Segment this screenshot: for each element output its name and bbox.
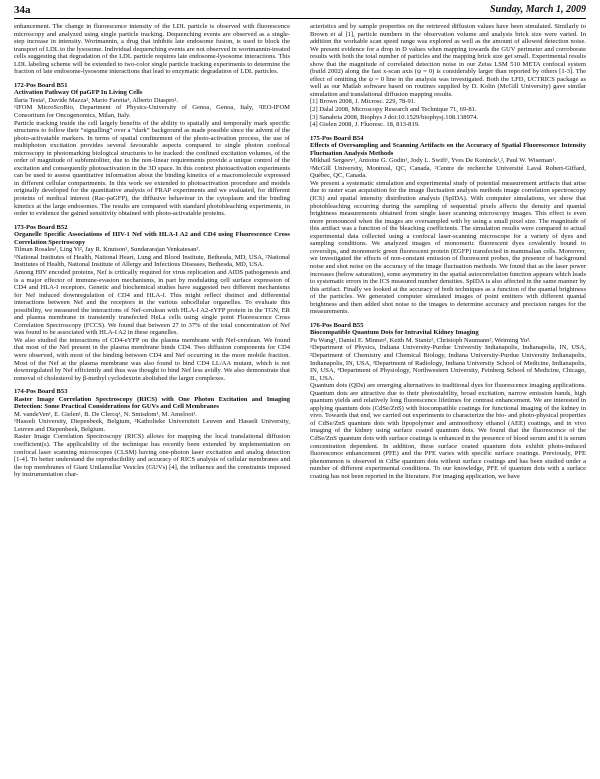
paragraph: ¹Hasselt University, Diepenbeek, Belgium, ²Katholieke Universiteit Leuven and Hasselt University, Leuven and Diepenbeek, Belgium. — [14, 418, 290, 433]
paragraph: acteristics and by sample properties on the retrieved diffusion values have been simulated. Similarly to Brown et al [1], particle numbers in the observation volume and analysis brick size were varied. In addition the workable scan speed range was explored as well as the amount of allowed detection noise. We present evidence for a drop in D values when mapping towards the GUV perimeter and corroborate results with both the total number of particles and the mapping brick size get small. Experimental results show that the magnitude of correlated detection noise in our Zeiss LSM 510 META confocal system (build 2002) along the fast x-scan axis (ψ = 0) is considerably larger than reported by others [1-3]. The effect of omitting the ψ = 0 line in the analysis was investigated. Both the LFD, UCTRICS package as well as our Matlab software based on routines supplied by D. Kolin (McGill University) gave similar simulation and translational diffusion mapping results. — [310, 23, 586, 98]
paragraph: Pu Wang¹, Daniel E. Minner², Keith M. Stantz², Christoph Naumann², Weiming Yu³. — [310, 336, 531, 344]
abstract-heading: 175-Pos Board B54 — [310, 134, 364, 142]
abstract-heading: 172-Pos Board B51 — [14, 81, 68, 89]
reference-item: [2] Dalal 2008, Microscopy Research and Technique 71, 69-81. — [310, 106, 477, 114]
reference-item: [1] Brown 2008, J. Microsc. 229, 78-91. — [310, 98, 416, 106]
paragraph: We also studied the interactions of CD4-eYFP on the plasma membrane with Nef-cerulean. We found that most of the Nef present in the plasma membrane binds CD4. Two diffusion components for CD4 were observed, with most of the binding between CD4 and Nef occurring in the more mobile fraction. Most of the Nef at the plasma membrane was also found to bind CD4 LL/AA mutant, which is not downregulated by Nef efficiently and thus was thought to bind Nef less avidly. We also demonstrate that removal of cholesterol by β-methyl cyclodextrin abolished the larger complexes. — [14, 336, 290, 382]
paragraph: M. vandeVen¹, E. Gielen¹, B. De Clercq¹, N. Smisdom¹, M. Ameloot¹. — [14, 410, 197, 418]
paragraph: ¹IFOM MicroScoBio, Department of Physics-University of Genoa, Genoa, Italy, ²IEO-IFOM Consortium for Oncogenomics, Milan, Italy. — [14, 104, 290, 120]
paragraph: ¹McGill University, Montreal, QC, Canada, ²Centre de recherche Université Laval Robert-Giffard, Québec, QC, Canada. — [310, 164, 586, 180]
abstract-heading: Effects of Oversampling and Scanning Artifacts on the Accuracy of Spatial Fluorescence Intensity Fluctuation Analysis Methods — [310, 142, 586, 157]
abstract-heading: Biocompatible Quantum Dots for Intravital Kidney Imaging — [310, 329, 479, 337]
paragraph: Tilman Rosales¹, Ling Yi², Jay R. Knutson¹, Sundararajan Venkatesan². — [14, 246, 200, 254]
running-header — [14, 4, 586, 18]
left-column — [14, 23, 290, 767]
paragraph: ¹National Institutes of Health, National Heart, Lung and Blood Institute, Bethesda, MD, USA, ²National Institutes of Health, National Institute of Allergy and Infectious Diseases, Bethesda, MD, USA. — [14, 253, 290, 269]
paragraph: We present a systematic simulation and experimental study of potential measurement artifacts that arise due to raster scan acquisition for the image fluctuation analysis methods image correlation spectroscopy (ICS) and spatial intensity distribution analysis (SpIDA). With computer simulations, we show that photobleaching occurring during the sampling of sequential pixels affects the density and quantal brightness measurements obtained from single laser scanning microscopy images. This effect is even more pronounced when the images are oversampled with by using a small pixel size. The magnitude of this artifact was a function of the bleaching coefficients. The simulation results were compared to actual experimental data collected using a confocal laser-scanning microscope for a variety of dyes and sampling conditions. We analyzed images of monomeric fluorescent dyes covalently bound to coverslips, and monomeric green fluorescent protein (EGFP) transfected in mammalian cells. Moreover, we investigated the effects of non-constant emission of fluorescent probes, the presence of background noise and shot noise on the accuracy of the image fluctuation methods. We found that as the laser power increases (below saturation), some asymmetry in the spatial autocorrelation function appears which leads to systematic errors in the ICS measured number densities. SpIDA is also affected in the same manner by this artifact. Finally we looked at the accuracy of both techniques as a function of the quantal brightness of the particles. We generated computer simulated images of point emitters with different quantal brightness and then added shot noise to the images to determine accuracy and precision ranges for the measurements. — [310, 179, 586, 316]
abstract-heading: 173-Pos Board B52 — [14, 223, 68, 231]
paragraph: Among HIV encoded proteins, Nef is critically required for virus replication and AIDS pathogenesis and is a major effector of immune-evasion mechanisms, in part by modulating cell surface expression of CD4 and HLA-I receptors. Genetic and biochemical studies have suggested two different mechanisms for Nef induced downregulation of CD4 and HLA-I. This might reflect distinct and differential interactions between Nef and the receptors in the various subcellular organelles. To evaluate this possibility, we measured the interactions of Nef-cerulean with HLA-I A2-eYFP protein in the TGN, ER and plasma membrane in transiently transfected HeLa cells using single point Fluorescence Cross Correlation Spectroscopy (FCCS). We found that between 27 to 37% of the total concentration of Nef was found to be associated with HLA-I A2 in these organelles. — [14, 268, 290, 337]
paragraph: Particle tracking inside the cell largely benefits of the ability to spatially and temporally mark specific structures to follow their “signalling” over a “dark” background as made possible since the advent of the photo-activatable markers. In terms of spatial confinement of the photo-activation process, the use of multiphoton excitation provides several favourable aspects compared to single photon confocal microscopy in photomarking biological structures to be tracked: the confined excitation volumes, of the order of magnitude of subfemtoliter, due to the non-linear requirements provide a unique control of the excitation and consequently photoactivation in the 3D space. In this context photoactivation experiments can be used to assess quantitative information about the binding kinetics of a macromolecule expressed in different cellular compartments. In this work we extended to photoactivation procedure and models originally developed for the quantitative analysis of FRAP experiments and we evaluated, for different proteins of medical interest (Rac-paGFP), the diffusive behaviour in the cytoplasm and the binding kinetics at the large endosomes. The results are compared with standard photobleaching experiments, in order to evidence the gained sensitivity obtained with photo-activatable proteins. — [14, 119, 290, 218]
abstract-heading: 174-Pos Board B53 — [14, 388, 68, 396]
reference-item: [4] Gielen 2008, J. Fluoresc. 18, 813-819. — [310, 121, 420, 129]
header-date: Sunday, March 1, 2009 — [489, 4, 586, 15]
paragraph: enhancement. The change in fluorescence intensity of the LDL particle is observed with fluorescence microscopy and analyzed using single particle tracking. Dequenching events are observed as a single-step increase in intensity. Wortmannin, a drug that inhibits late endosome fusion, is used to block the transport of LDL to the lysosome. Individual dequenching events are not observed in wortmannin-treated cells suggesting that degradation of the LDL particle requires late endosome-lysosome interactions. This LDL labeling scheme will be extended to two-color single particle tracking experiments to determine the fraction of late endosome-lysosome interactions that lead to enzymatic degradation of LDL particles. — [14, 23, 290, 76]
abstract-heading: 176-Pos Board B55 — [310, 321, 364, 329]
paragraph: ¹Department of Physics, Indiana University-Purdue University Indianapolis, Indianapolis, IN, USA, ²Department of Chemistry and Chemical Biology, Indiana University-Purdue University Indianapolis, Indianapolis, IN, USA, ³Department of Radiology, Indiana University School of Medicine, Indianapolis, IN, USA, ⁴Department of Physiology, Northwestern University, Feinberg School of Medicine, Chicago, IL, USA. — [310, 344, 586, 382]
paragraph: Ilaria Testa¹, Davide Mazza², Mario Faretta³, Alberto Diaspro¹. — [14, 96, 179, 104]
abstract-heading: Activation Pathway Of paGFP In Living Cells — [14, 89, 143, 97]
paragraph: Raster Image Correlation Spectroscopy (RICS) allows for mapping the local translational diffusion coefficient(s). The applicability of the technique has recently been extended by implementation on confocal laser scanning microscopes (CLSM) having one-photon laser excitation and analog detection [1-4]. To better understand the reproducibility and accuracy of RICS analysis of cellular membranes and the top membranes of Giant Unilamellar Vesicles (GUVs) [4], the influence and the constraints imposed by instrumentation char- — [14, 433, 290, 479]
page-number: 34a — [14, 4, 31, 16]
reference-item: [3] Sanabria 2008, Biophys J doi:10.1529/biophysj.108.138974. — [310, 113, 479, 121]
paragraph: Quantum dots (QDs) are emerging alternatives to traditional dyes for fluorescence imaging applications. Quantum dots are attractive due to their photostability, broad excitation, narrow emission bands, high quantum yields and relatively long fluorescence lifetimes for contrast enhancement. We are interested in applying quantum dots (CdSe/ZnS) with biocompatible coatings for functional imaging of the kidney in vivo. Towards that end, we carried out experiments to characterize the bio- and photo-physical properties of CdSe/ZnS quantum dots with lipopolymer and aminoethoxy ethanol (AEE) coatings, and in vivo imaging of the kidney using surface coated quantum dots. We found that the fluorescence of the CdSe/ZnS quantum dots with surface coatings is enhanced in the presence of blood serum and it is serum concentration dependent. In addition, these surface coated quantum dots exhibit photo-induced fluorescence enhancement (PFE) and the PFE varies with specific surface coatings. Previously, PFE phenomenon is observed in CdSe quantum dots without surface coatings and has been studied under a number of different experimental conditions. To our knowledge, PFE of quantum dots with a surface coating has not been reported in the literature. For imaging application, we have — [310, 382, 586, 480]
paragraph: Mikhail Sergeev¹, Antoine G. Godin¹, Jody L. Swift¹, Yves De Koninck¹,², Paul W. Wiseman¹. — [310, 157, 557, 165]
abstract-heading: Organelle Specific Associations of HIV-1 Nef with HLA-I A2 and CD4 using Fluorescence Cross Correlation Spectroscopy — [14, 231, 290, 246]
right-column — [310, 23, 586, 767]
abstract-heading: Raster Image Correlation Spectroscopy (RICS) with One Photon Excitation and Imaging Detection: Some Practical Considerations for GUVs and Cell Membranes — [14, 395, 290, 411]
header-rule — [14, 18, 586, 19]
